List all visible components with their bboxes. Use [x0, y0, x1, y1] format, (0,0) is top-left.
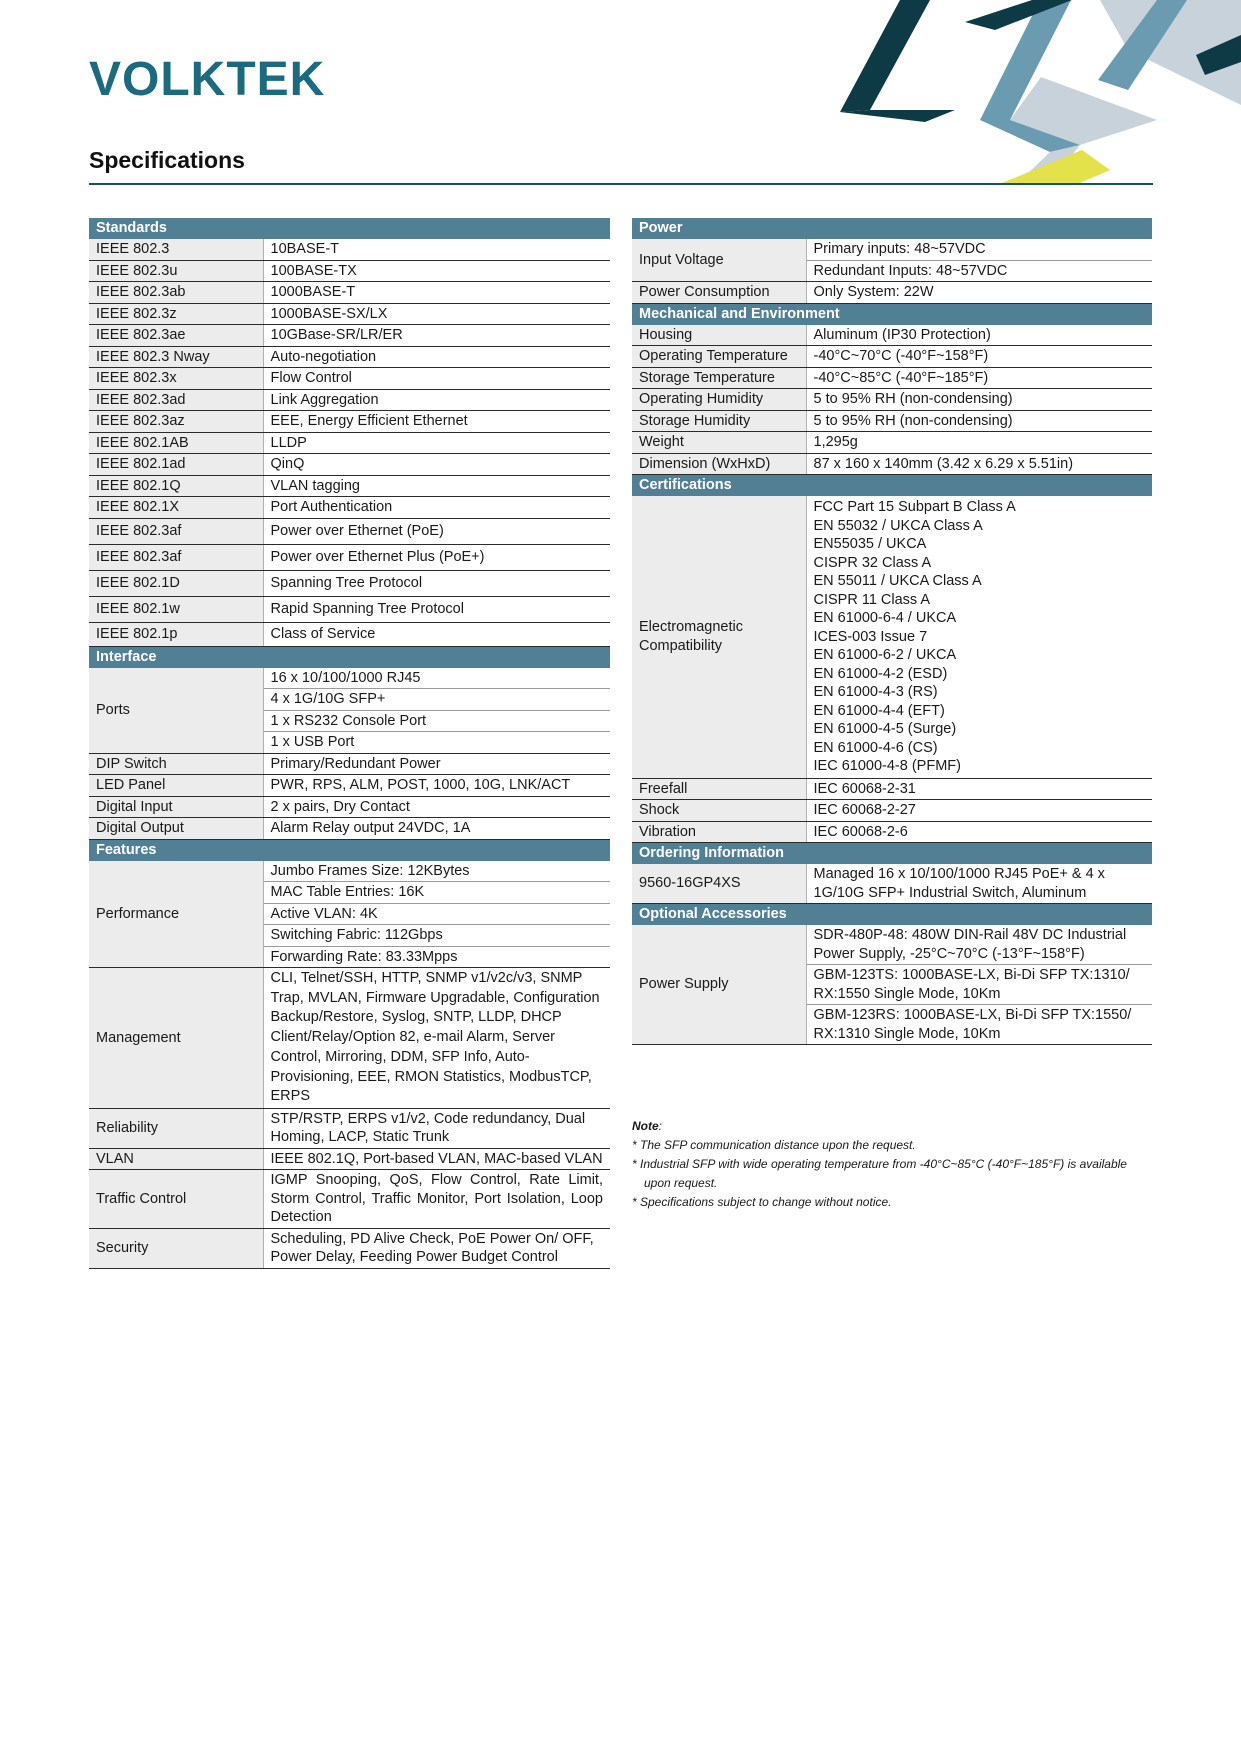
spec-key: IEEE 802.3af: [89, 518, 263, 544]
spec-value: EEE, Energy Efficient Ethernet: [263, 411, 610, 433]
spec-key: IEEE 802.3 Nway: [89, 346, 263, 368]
spec-key: IEEE 802.3af: [89, 544, 263, 570]
spec-value: Port Authentication: [263, 497, 610, 519]
section-header-interface: Interface: [89, 646, 610, 668]
spec-row: [632, 778, 1152, 800]
spec-value: Managed 16 x 10/100/1000 RJ45 PoE+ & 4 x 1G/10G SFP+ Industrial Switch, Aluminum: [806, 864, 1152, 904]
spec-value: IGMP Snooping, QoS, Flow Control, Rate Limit, Storm Control, Traffic Monitor, Port Isolation, Loop Detection: [263, 1170, 610, 1229]
spec-row: [632, 432, 1152, 454]
spec-value: Active VLAN: 4K: [263, 903, 610, 925]
section-header-standards: Standards: [89, 218, 610, 239]
spec-key: IEEE 802.1w: [89, 596, 263, 622]
spec-value: Only System: 22W: [806, 282, 1152, 304]
spec-value: Switching Fabric: 112Gbps: [263, 925, 610, 947]
spec-value: Redundant Inputs: 48~57VDC: [806, 260, 1152, 282]
spec-value: 1 x RS232 Console Port: [263, 710, 610, 732]
spec-row: [89, 303, 610, 325]
emc-standard: EN 61000-4-5 (Surge): [813, 721, 957, 737]
emc-standard: EN 61000-4-3 (RS): [813, 684, 938, 700]
spec-key: Power Supply: [632, 925, 806, 1045]
spec-value: SDR-480P-48: 480W DIN-Rail 48V DC Industrial Power Supply, -25°C~70°C (-13°F~158°F): [806, 925, 1152, 965]
spec-key: IEEE 802.3ad: [89, 389, 263, 411]
notes-heading: Note:: [632, 1119, 663, 1133]
spec-key: IEEE 802.1ad: [89, 454, 263, 476]
spec-value: CLI, Telnet/SSH, HTTP, SNMP v1/v2c/v3, SNMP Trap, MVLAN, Firmware Upgradable, Configuration Backup/Restore, Syslog, SNTP, LLDP, DHCP Client/Relay/Option 82, e-mail Alarm, Server Control, Mirroring, DDM, SFP Info, Auto-Provisioning, EEE, RMON Statistics, ModbusTCP, ERPS: [263, 968, 610, 1109]
spec-row: [632, 367, 1152, 389]
spec-key: Vibration: [632, 821, 806, 843]
spec-value: 10GBase-SR/LR/ER: [263, 325, 610, 347]
spec-value: 1,295g: [806, 432, 1152, 454]
spec-value: Alarm Relay output 24VDC, 1A: [263, 818, 610, 840]
spec-row: [89, 596, 610, 622]
spec-key: Reliability: [89, 1108, 263, 1148]
emc-standards-list: [806, 496, 1152, 778]
spec-row: [89, 1170, 610, 1229]
spec-table-left: [89, 218, 610, 1269]
spec-row: [89, 346, 610, 368]
spec-key: IEEE 802.3az: [89, 411, 263, 433]
emc-standard: EN 61000-4-2 (ESD): [813, 665, 948, 682]
spec-value: 100BASE-TX: [263, 260, 610, 282]
spec-row: [89, 260, 610, 282]
spec-value: Flow Control: [263, 368, 610, 390]
spec-row: [632, 239, 1152, 260]
spec-value: Spanning Tree Protocol: [263, 570, 610, 596]
spec-row: [89, 1228, 610, 1268]
spec-key: Input Voltage: [632, 239, 806, 282]
emc-standard: EN 61000-4-6 (CS): [813, 739, 938, 756]
spec-row: [89, 1108, 610, 1148]
spec-key: Power Consumption: [632, 282, 806, 304]
spec-row: [89, 753, 610, 775]
section-header-features: Features: [89, 839, 610, 861]
section-header-ordering: Ordering Information: [632, 843, 1152, 865]
spec-key: Management: [89, 968, 263, 1109]
spec-key: IEEE 802.3ae: [89, 325, 263, 347]
spec-row: [89, 861, 610, 882]
spec-key: Storage Temperature: [632, 367, 806, 389]
spec-value: VLAN tagging: [263, 475, 610, 497]
spec-row: [89, 544, 610, 570]
emc-standard: FCC Part 15 Subpart B Class A: [813, 499, 1016, 515]
spec-key: IEEE 802.1D: [89, 570, 263, 596]
spec-value: 10BASE-T: [263, 239, 610, 260]
spec-value: IEC 60068-2-31: [806, 778, 1152, 800]
spec-row: [632, 453, 1152, 475]
spec-value: LLDP: [263, 432, 610, 454]
spec-row: [632, 864, 1152, 904]
notes-block: [632, 1117, 1152, 1212]
spec-value: 5 to 95% RH (non-condensing): [806, 410, 1152, 432]
spec-row: [89, 325, 610, 347]
spec-key: Ports: [89, 668, 263, 754]
spec-row: [632, 346, 1152, 368]
spec-value: 1000BASE-T: [263, 282, 610, 304]
emc-standard: CISPR 11 Class A: [813, 591, 931, 608]
section-header-power: Power: [632, 218, 1152, 239]
spec-key: Digital Output: [89, 818, 263, 840]
spec-key: IEEE 802.3ab: [89, 282, 263, 304]
spec-key: Shock: [632, 800, 806, 822]
spec-row: [89, 775, 610, 797]
spec-value: IEC 60068-2-6: [806, 821, 1152, 843]
spec-row: [89, 518, 610, 544]
spec-table-right: [632, 218, 1152, 1045]
section-header-certifications: Certifications: [632, 475, 1152, 497]
spec-value: Primary inputs: 48~57VDC: [806, 239, 1152, 260]
spec-value: MAC Table Entries: 16K: [263, 882, 610, 904]
spec-row: [632, 496, 1152, 778]
emc-standard: IEC 61000-4-8 (PFMF): [813, 758, 961, 774]
spec-value: Primary/Redundant Power: [263, 753, 610, 775]
spec-key: IEEE 802.1p: [89, 622, 263, 646]
brand-logo: VOLKTEK: [89, 53, 326, 106]
emc-standard: EN 55011 / UKCA Class A: [813, 573, 982, 589]
spec-value: Link Aggregation: [263, 389, 610, 411]
spec-column-right: [632, 218, 1152, 1045]
spec-value: 16 x 10/100/1000 RJ45: [263, 668, 610, 689]
notes-title: Note: [632, 1119, 659, 1133]
spec-value: GBM-123TS: 1000BASE-LX, Bi-Di SFP TX:1310/ RX:1550 Single Mode, 10Km: [806, 965, 1152, 1005]
spec-row: [89, 282, 610, 304]
spec-value: Rapid Spanning Tree Protocol: [263, 596, 610, 622]
spec-key: 9560-16GP4XS: [632, 864, 806, 904]
spec-key: Dimension (WxHxD): [632, 453, 806, 475]
spec-value: Class of Service: [263, 622, 610, 646]
section-header-accessories: Optional Accessories: [632, 904, 1152, 926]
note-item: * Industrial SFP with wide operating temperature from -40°C~85°C (-40°F~185°F) is available upon request.: [632, 1157, 1127, 1190]
page-title: Specifications: [89, 147, 245, 173]
spec-key: IEEE 802.3z: [89, 303, 263, 325]
spec-value: Jumbo Frames Size: 12KBytes: [263, 861, 610, 882]
note-item: * Specifications subject to change without notice.: [632, 1195, 892, 1209]
spec-value: QinQ: [263, 454, 610, 476]
spec-row: [89, 570, 610, 596]
spec-value: -40°C~85°C (-40°F~185°F): [806, 367, 1152, 389]
emc-standard: CISPR 32 Class A: [813, 554, 932, 571]
spec-row: [89, 239, 610, 260]
spec-value: 1000BASE-SX/LX: [263, 303, 610, 325]
spec-row: [89, 622, 610, 646]
spec-row: [89, 668, 610, 689]
spec-value: Power over Ethernet Plus (PoE+): [263, 544, 610, 570]
spec-row: [89, 475, 610, 497]
spec-value: 4 x 1G/10G SFP+: [263, 689, 610, 711]
spec-key: Freefall: [632, 778, 806, 800]
spec-row: [89, 818, 610, 840]
spec-key: Operating Temperature: [632, 346, 806, 368]
spec-row: [632, 821, 1152, 843]
spec-value: IEC 60068-2-27: [806, 800, 1152, 822]
spec-key: IEEE 802.1Q: [89, 475, 263, 497]
emc-standard: EN 55032 / UKCA Class A: [813, 517, 983, 534]
emc-standard: EN 61000-6-4 / UKCA: [813, 610, 957, 626]
spec-value: GBM-123RS: 1000BASE-LX, Bi-Di SFP TX:1550/ RX:1310 Single Mode, 10Km: [806, 1005, 1152, 1045]
spec-value: Aluminum (IP30 Protection): [806, 325, 1152, 346]
emc-standard: EN 61000-4-4 (EFT): [813, 702, 945, 719]
spec-key: Storage Humidity: [632, 410, 806, 432]
spec-value: IEEE 802.1Q, Port-based VLAN, MAC-based VLAN: [263, 1148, 610, 1170]
spec-key: Security: [89, 1228, 263, 1268]
spec-key: LED Panel: [89, 775, 263, 797]
spec-value: -40°C~70°C (-40°F~158°F): [806, 346, 1152, 368]
spec-row: [89, 454, 610, 476]
spec-key: Digital Input: [89, 796, 263, 818]
spec-row: [89, 368, 610, 390]
spec-row: [89, 796, 610, 818]
emc-standard: ICES-003 Issue 7: [813, 628, 928, 645]
spec-key: Electromagnetic Compatibility: [632, 496, 806, 778]
spec-value: 5 to 95% RH (non-condensing): [806, 389, 1152, 411]
spec-value: STP/RSTP, ERPS v1/v2, Code redundancy, Dual Homing, LACP, Static Trunk: [263, 1108, 610, 1148]
title-divider: [89, 183, 1153, 185]
spec-key: Weight: [632, 432, 806, 454]
spec-column-left: [89, 218, 610, 1269]
spec-value: 87 x 160 x 140mm (3.42 x 6.29 x 5.51in): [806, 453, 1152, 475]
spec-key: IEEE 802.1X: [89, 497, 263, 519]
spec-key: IEEE 802.3: [89, 239, 263, 260]
spec-key: DIP Switch: [89, 753, 263, 775]
spec-row: [89, 411, 610, 433]
emc-standard: EN 61000-6-2 / UKCA: [813, 647, 957, 663]
spec-value: PWR, RPS, ALM, POST, 1000, 10G, LNK/ACT: [263, 775, 610, 797]
section-header-mechanical: Mechanical and Environment: [632, 303, 1152, 325]
spec-row: [89, 432, 610, 454]
spec-value: Scheduling, PD Alive Check, PoE Power On/ OFF, Power Delay, Feeding Power Budget Control: [263, 1228, 610, 1268]
spec-key: IEEE 802.3x: [89, 368, 263, 390]
spec-key: IEEE 802.3u: [89, 260, 263, 282]
spec-key: Performance: [89, 861, 263, 968]
spec-row: [632, 925, 1152, 965]
spec-row: [632, 389, 1152, 411]
spec-value: Power over Ethernet (PoE): [263, 518, 610, 544]
spec-value: Auto-negotiation: [263, 346, 610, 368]
spec-value: Forwarding Rate: 83.33Mpps: [263, 946, 610, 968]
note-item: * The SFP communication distance upon the request.: [632, 1138, 916, 1152]
spec-key: Operating Humidity: [632, 389, 806, 411]
spec-key: VLAN: [89, 1148, 263, 1170]
spec-key: Housing: [632, 325, 806, 346]
spec-row: [89, 1148, 610, 1170]
spec-row: [89, 497, 610, 519]
spec-row: [632, 410, 1152, 432]
spec-value: 2 x pairs, Dry Contact: [263, 796, 610, 818]
spec-value: 1 x USB Port: [263, 732, 610, 754]
spec-row: [632, 800, 1152, 822]
spec-row: [632, 282, 1152, 304]
spec-key: IEEE 802.1AB: [89, 432, 263, 454]
spec-row: [632, 325, 1152, 346]
spec-key: Traffic Control: [89, 1170, 263, 1229]
emc-standard: EN55035 / UKCA: [813, 536, 927, 552]
spec-row: [89, 968, 610, 1109]
spec-row: [89, 389, 610, 411]
